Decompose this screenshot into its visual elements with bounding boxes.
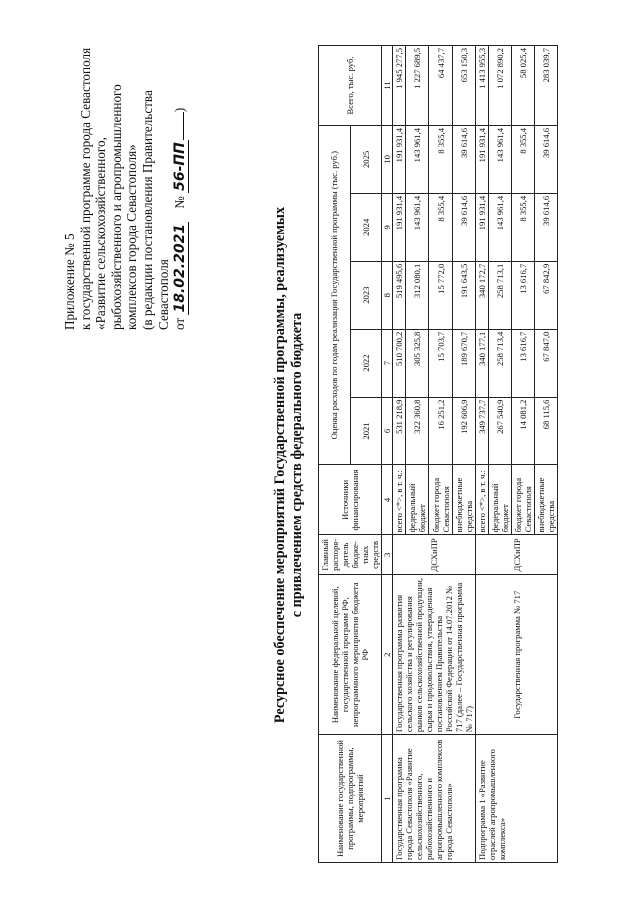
value-cell: 349 737,7: [476, 397, 489, 465]
column-number: 10: [382, 125, 393, 193]
value-cell: 191 931,4: [393, 193, 406, 261]
header-year: 2021: [350, 397, 382, 465]
document-title: [272, 145, 306, 785]
value-cell: 143 961,4: [406, 193, 429, 261]
column-number: 7: [382, 329, 393, 397]
column-number: 2: [382, 575, 393, 735]
total-cell: 64 437,7: [429, 46, 452, 126]
value-cell: 189 670,7: [452, 329, 475, 397]
value-cell: 8 355,4: [429, 193, 452, 261]
value-cell: 305 325,8: [406, 329, 429, 397]
source-cell: всего <*>, в т. ч.:: [476, 465, 489, 535]
title-line: с привлечением средств федерального бюджета: [289, 312, 305, 618]
value-cell: 258 713,4: [489, 329, 512, 397]
total-cell: 58 025,4: [512, 46, 535, 126]
title-line: Ресурсное обеспечение мероприятий Государственной программы, реализуемых: [272, 206, 288, 724]
manager-cell: ДСХиПР: [476, 535, 558, 575]
value-cell: 67 842,9: [535, 261, 558, 329]
total-cell: 1 227 689,5: [406, 46, 429, 126]
header-sources: Источники финансирования: [319, 465, 382, 535]
resolution-date: 18.02.2021: [172, 223, 189, 313]
federal-program-cell: Государственная программа развития сельского хозяйства и регулирования рынков сельскохозяйственной продукции, сырья и продовольствия, утвержденная постановлением Правительства Российской Федерации от 14.07.2012 № 717 (далее – Государственная программа № 717): [393, 575, 476, 735]
value-cell: 340 172,7: [476, 261, 489, 329]
value-cell: 39 614,6: [535, 193, 558, 261]
value-cell: 510 700,2: [393, 329, 406, 397]
value-cell: 267 540,9: [489, 397, 512, 465]
column-number: 4: [382, 465, 393, 535]
total-cell: 283 039,7: [535, 46, 558, 126]
value-cell: 143 961,4: [406, 125, 429, 193]
appendix-line: к государственной программе города Севастополя: [77, 47, 93, 330]
value-cell: 67 847,0: [535, 329, 558, 397]
column-number: 3: [382, 535, 393, 575]
value-cell: 258 713,1: [489, 261, 512, 329]
value-cell: 8 355,4: [512, 193, 535, 261]
value-cell: 191 931,4: [393, 125, 406, 193]
value-cell: 519 495,6: [393, 261, 406, 329]
value-cell: 191 931,4: [476, 193, 489, 261]
total-cell: 1 945 277,5: [393, 46, 406, 126]
value-cell: 312 080,1: [406, 261, 429, 329]
total-cell: 1 413 955,3: [476, 46, 489, 126]
value-cell: 16 251,2: [429, 397, 452, 465]
value-cell: 68 115,6: [535, 397, 558, 465]
value-cell: 192 606,9: [452, 397, 475, 465]
resolution-date-line: [172, 30, 189, 330]
number-prefix: №: [172, 196, 188, 209]
value-cell: 191 931,4: [476, 125, 489, 193]
source-cell: внебюджетные средства: [452, 465, 475, 535]
source-cell: федеральный бюджет: [489, 465, 512, 535]
header-manager: Главный распоря-дитель бюдже-тных средств: [319, 535, 382, 575]
value-cell: 13 616,7: [512, 261, 535, 329]
value-cell: 191 643,5: [452, 261, 475, 329]
closing-paren: ): [172, 107, 188, 113]
header-program-name: Наименование государственной программы, подпрограммы, мероприятий: [319, 735, 382, 863]
source-cell: бюджет города Севастополя: [512, 465, 535, 535]
appendix-header: [62, 30, 189, 330]
total-cell: 1 072 890,2: [489, 46, 512, 126]
source-cell: бюджет города Севастополя: [429, 465, 452, 535]
appendix-line: рыбохозяйственного и агропромышленного: [108, 84, 124, 330]
value-cell: 14 081,2: [512, 397, 535, 465]
appendix-line: комплексов города Севастополя»: [124, 144, 140, 330]
value-cell: 143 961,4: [489, 125, 512, 193]
value-cell: 143 961,4: [489, 193, 512, 261]
total-cell: 653 150,3: [452, 46, 475, 126]
value-cell: 8 355,4: [512, 125, 535, 193]
program-name-cell: Государственная программа города Севастополя «Развитие сельскохозяйственного, рыбохозяйственного и агропромышленного комплексов города Севастополя»: [393, 735, 476, 863]
value-cell: 322 360,8: [406, 397, 429, 465]
federal-program-cell: Государственная программа № 717: [476, 575, 558, 735]
column-number: 9: [382, 193, 393, 261]
source-cell: внебюджетные средства: [535, 465, 558, 535]
column-number-row: [382, 46, 393, 863]
value-cell: 39 614,6: [452, 125, 475, 193]
value-cell: 13 616,7: [512, 329, 535, 397]
header-year: 2025: [350, 125, 382, 193]
header-year: 2024: [350, 193, 382, 261]
manager-cell: ДСХиПР: [393, 535, 476, 575]
resource-table: [318, 45, 558, 863]
value-cell: 15 703,7: [429, 329, 452, 397]
table-row: [393, 46, 406, 863]
header-year: 2022: [350, 329, 382, 397]
header-estimate: Оценка расходов по годам реализации Государственной программы (тыс. руб.): [319, 125, 351, 464]
value-cell: 39 614,6: [452, 193, 475, 261]
header-federal-program: Наименование федеральной целевой, государственной программ РФ, непрограммного мероприятия бюджета РФ: [319, 575, 382, 735]
header-year: 2023: [350, 261, 382, 329]
value-cell: 8 355,4: [429, 125, 452, 193]
value-cell: 39 614,6: [535, 125, 558, 193]
appendix-line: Севастополя: [155, 259, 171, 330]
resolution-number: 56-ПП: [172, 142, 189, 191]
appendix-number: Приложение № 5: [62, 233, 77, 330]
appendix-line: (в редакции постановления Правительства: [139, 90, 155, 330]
date-prefix: от: [172, 317, 188, 330]
value-cell: 15 772,0: [429, 261, 452, 329]
subprogram-name-cell: Подпрограмма 1 «Развитие отраслей агропромышленного комплекса»: [476, 735, 558, 863]
value-cell: 531 218,9: [393, 397, 406, 465]
blank-underline: [183, 112, 184, 140]
header-row: [319, 46, 351, 863]
value-cell: 340 177,1: [476, 329, 489, 397]
appendix-line: «Развитие сельскохозяйственного,: [93, 137, 109, 330]
column-number: 8: [382, 261, 393, 329]
source-cell: федеральный бюджет: [406, 465, 429, 535]
column-number: 1: [382, 735, 393, 863]
header-total: Всего, тыс. руб.: [319, 46, 382, 126]
column-number: 11: [382, 46, 393, 126]
column-number: 6: [382, 397, 393, 465]
table-row: [476, 46, 489, 863]
source-cell: всего <*>, в т. ч.:: [393, 465, 406, 535]
